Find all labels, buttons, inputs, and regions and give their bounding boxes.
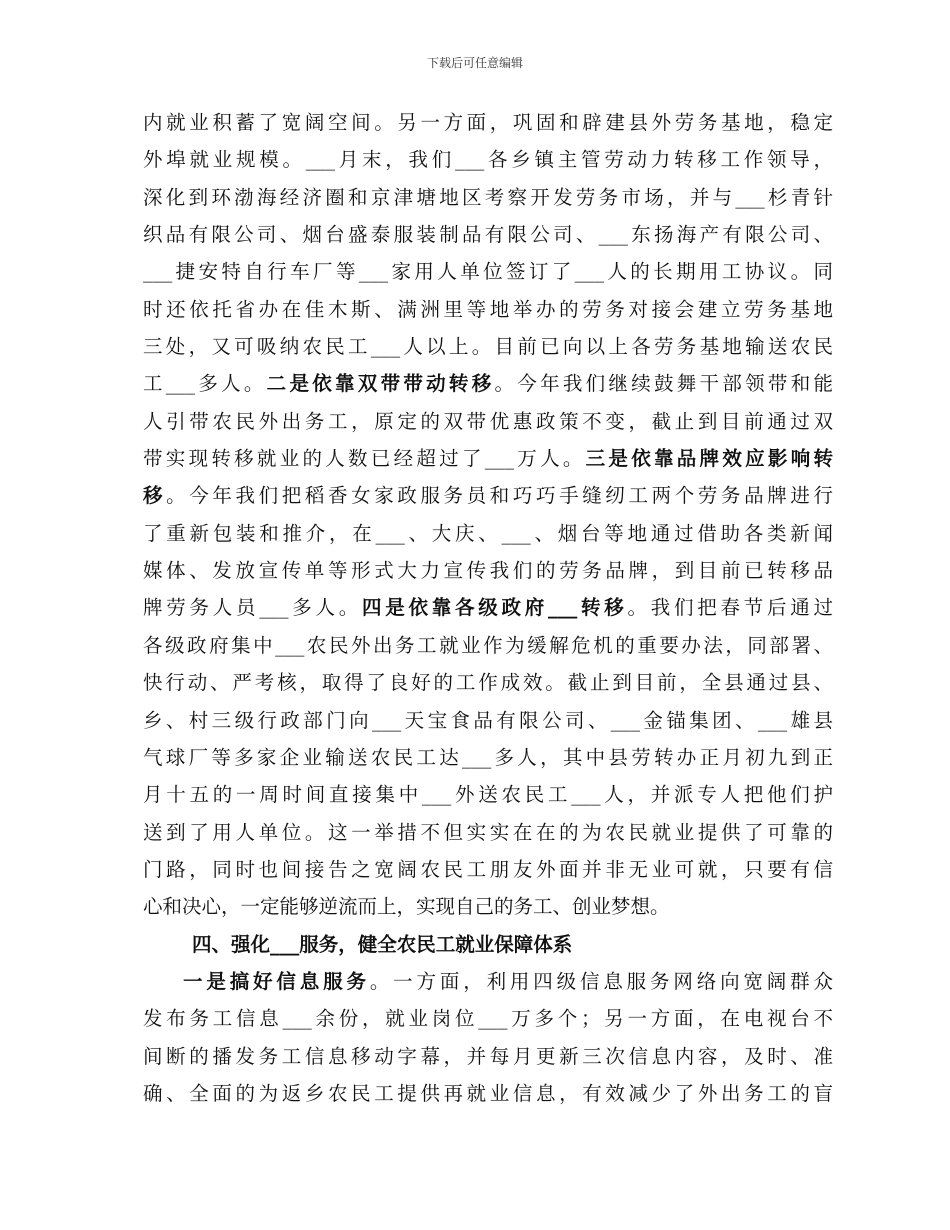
text-line: 移。今年我们把稻香女家政服务员和巧巧手缝纫工两个劳务品牌进行	[143, 484, 833, 508]
text-line: 各级政府集中___农民外出务工就业作为缓解危机的重要办法，同部署、	[143, 633, 833, 657]
page-header: 下载后可任意编辑	[426, 56, 523, 70]
text-line: 快行动、严考核，取得了良好的工作成效。截止到目前，全县通过县、	[143, 671, 833, 695]
bold-phrase: 一是搞好信息服务	[183, 969, 370, 993]
section-heading: 四、强化___服务，健全农民工就业保障体系	[192, 932, 573, 956]
text-line: 带实现转移就业的人数已经超过了___万人。三是依靠品牌效应影响转	[143, 447, 833, 471]
bold-phrase: 二是依靠双带带动转移	[266, 372, 495, 396]
text-line: 心和决心，一定能够逆流而上，实现自己的务工、创业梦想。	[143, 895, 670, 919]
text-line: 人引带农民外出务工，原定的双带优惠政策不变，截止到目前通过双	[143, 409, 833, 433]
text-line: 间断的播发务工信息移动字幕，并每月更新三次信息内容，及时、准	[143, 1044, 833, 1068]
text-line: 外埠就业规模。___月末，我们___各乡镇主管劳动力转移工作领导，	[143, 148, 833, 172]
text-line: 月十五的一周时间直接集中___外送农民工___人，并派专人把他们护	[143, 783, 833, 807]
bold-phrase: 四是依靠各级政府___转移	[362, 596, 628, 620]
text-line: 媒体、发放宣传单等形式大力宣传我们的劳务品牌，到目前已转移品	[143, 559, 833, 583]
document-body	[143, 104, 833, 1112]
text-line: 送到了用人单位。这一举措不但实实在在的为农民就业提供了可靠的	[143, 820, 833, 844]
text-line: 乡、村三级行政部门向___天宝食品有限公司、___金锚集团、___雄县	[143, 708, 833, 732]
text-line: 工___多人。二是依靠双带带动转移。今年我们继续鼓舞干部领带和能	[143, 372, 833, 396]
text-line: 一是搞好信息服务。一方面，利用四级信息服务网络向宽阔群众	[183, 969, 833, 993]
text-line: 了重新包装和推介，在___、大庆、___、烟台等地通过借助各类新闻	[143, 521, 833, 545]
text-line: 深化到环渤海经济圈和京津塘地区考察开发劳务市场，并与___杉青针	[143, 185, 833, 209]
text-line: 织品有限公司、烟台盛泰服装制品有限公司、___东扬海产有限公司、	[143, 223, 833, 247]
text-line: 气球厂等多家企业输送农民工达___多人，其中县劳转办正月初九到正	[143, 745, 833, 769]
text-line: 门路，同时也间接告之宽阔农民工朋友外面并非无业可就，只要有信	[143, 857, 833, 881]
text-line: 确、全面的为返乡农民工提供再就业信息，有效减少了外出务工的盲	[143, 1081, 833, 1105]
text-line: ___捷安特自行车厂等___家用人单位签订了___人的长期用工协议。同	[143, 260, 833, 284]
text-line: 时还依托省办在佳木斯、满洲里等地举办的劳务对接会建立劳务基地	[143, 297, 833, 321]
text-line: 牌劳务人员___多人。四是依靠各级政府___转移。我们把春节后通过	[143, 596, 833, 620]
text-line: 内就业积蓄了宽阔空间。另一方面，巩固和辟建县外劳务基地，稳定	[143, 111, 833, 134]
text-line: 发布务工信息___余份，就业岗位___万多个；另一方面，在电视台不	[143, 1007, 833, 1031]
bold-phrase: 移	[143, 484, 167, 508]
text-line: 三处，又可吸纳农民工___人以上。目前已向以上各劳务基地输送农民	[143, 335, 833, 359]
bold-phrase: 三是依靠品牌效应影响转	[585, 447, 833, 471]
